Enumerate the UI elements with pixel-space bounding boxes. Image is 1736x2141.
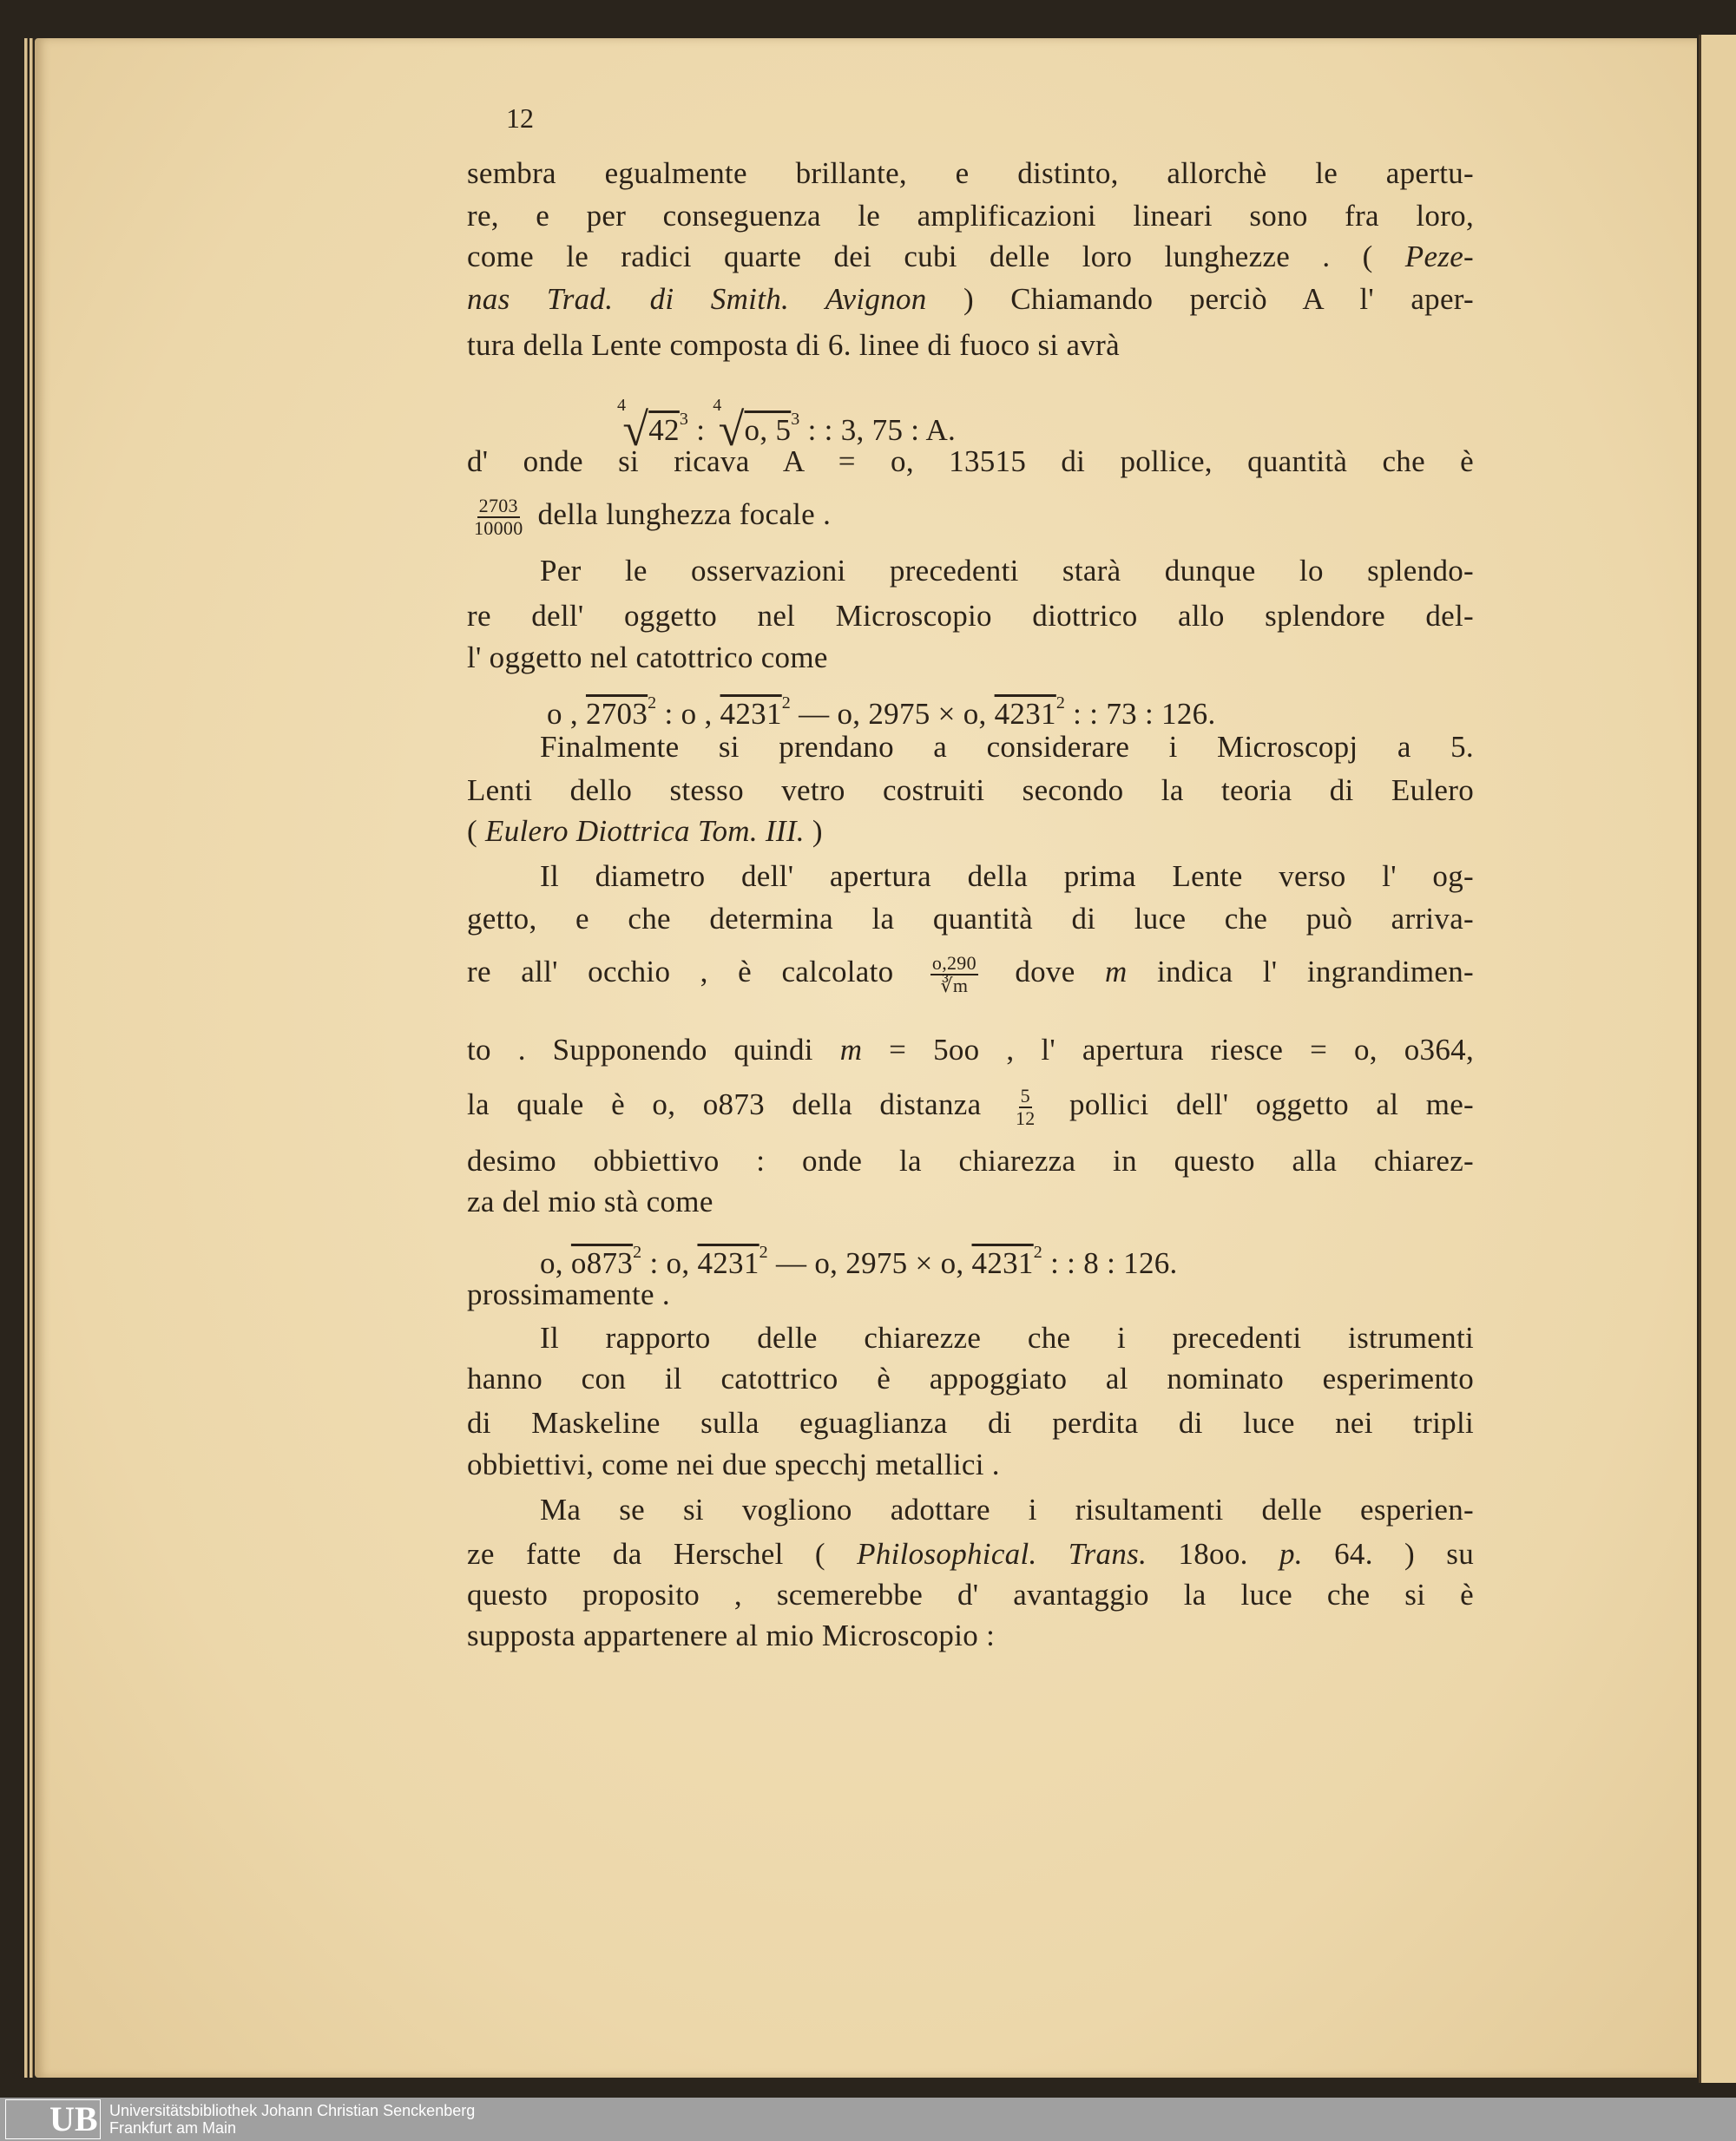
footer-library-name: Universitätsbibliothek Johann Christian Senckenberg [109, 2102, 476, 2119]
text-segment: ze fatte da Herschel ( [467, 1537, 858, 1571]
text-segment: : o , [656, 697, 720, 731]
text-segment: Finalmente si prendano a considerare i Microscopj a 5. [540, 730, 1474, 764]
text-line [467, 1183, 1474, 1221]
text-line [467, 1446, 1474, 1484]
fraction [474, 496, 523, 539]
text-line [467, 1142, 1474, 1180]
fraction-denominator: ∛m [940, 975, 969, 996]
text-segment: come le radici quarte dei cubi delle loro lunghezze . ( [467, 240, 1405, 273]
text-segment: Ma se si vogliono adottare i risultamenti delle esperien- [540, 1493, 1474, 1527]
text-segment: obbiettivi, come nei due specchj metallici . [467, 1448, 1000, 1481]
page-stack-edge [30, 38, 33, 2078]
text-line [467, 639, 1474, 677]
text-segment: sembra egualmente brillante, e distinto, allorchè le apertu- [467, 156, 1474, 190]
exponent: 3 [679, 410, 689, 429]
fraction-numerator: o,290 [931, 952, 976, 974]
exponent: 3 [791, 410, 800, 429]
text-segment: — o, 2975 × o, [767, 1246, 972, 1280]
text-line [467, 1276, 1474, 1314]
text-segment: l' oggetto nel catottrico come [467, 640, 828, 674]
text-line [467, 1535, 1474, 1573]
text-line [467, 857, 1474, 896]
italic-text: Eulero Diottrica Tom. III. [485, 814, 805, 848]
text-segment: dove [984, 955, 1105, 989]
page-number: 12 [506, 102, 534, 134]
radical-sign: √ [622, 404, 649, 456]
vinculum-term: o, 5 [744, 413, 792, 447]
text-segment: 64. ) su [1302, 1537, 1475, 1571]
facing-page-edge [1699, 35, 1736, 2083]
text-segment: Lenti dello stesso vetro costruiti secondo la teoria di Eulero [467, 773, 1474, 807]
text-line [467, 443, 1474, 481]
italic-text: p. [1279, 1537, 1303, 1571]
vinculum-term: 2703 [585, 697, 648, 731]
italic-text: m [839, 1033, 863, 1067]
text-line [467, 772, 1474, 810]
text-segment: la quale è o, o873 della distanza [467, 1087, 1009, 1122]
text-line [467, 597, 1474, 635]
text-segment: della lunghezza focale . [529, 497, 832, 532]
text-segment: : : 3, 75 : A. [799, 413, 957, 447]
text-segment: : : 8 : 126. [1042, 1246, 1178, 1280]
vinculum-term: 4231 [994, 697, 1056, 731]
text-line [467, 728, 1474, 766]
text-segment: re dell' oggetto nel Microscopio diottrico allo splendore del- [467, 599, 1474, 633]
text-line [467, 154, 1474, 193]
text-segment: getto, e che determina la quantità di luce che può arriva- [467, 902, 1474, 936]
text-segment: supposta appartenere al mio Microscopio : [467, 1619, 996, 1652]
text-segment: to . Supponendo quindi [467, 1033, 840, 1067]
exponent: 2 [1055, 693, 1066, 713]
text-segment: tura della Lente composta di 6. linee di fuoco si avrà [467, 328, 1120, 362]
text-segment: = 5oo , l' apertura riesce = o, o364, [862, 1033, 1474, 1067]
text-line [467, 1617, 1474, 1655]
italic-text: nas Trad. di Smith. Avignon [467, 282, 927, 316]
exponent: 2 [781, 693, 792, 713]
text-line [467, 1404, 1474, 1442]
text-line [467, 953, 1474, 996]
text-segment: questo proposito , scemerebbe d' avantaggio la luce che si è [467, 1578, 1474, 1612]
text-segment: o , [547, 697, 586, 731]
text-line [467, 1491, 1474, 1529]
text-segment: ) [804, 814, 823, 848]
fraction-numerator: 5 [1020, 1085, 1030, 1107]
fraction [930, 953, 978, 996]
text-segment: Per le osservazioni precedenti starà dunque lo splendo- [540, 554, 1474, 588]
text-segment: re all' occhio , è calcolato [467, 955, 924, 989]
text-segment: Il diametro dell' apertura della prima Lente verso l' og- [540, 859, 1474, 893]
page-stack-edge [24, 38, 28, 2078]
text-line [467, 238, 1474, 276]
text-segment: hanno con il catottrico è appoggiato al nominato esperimento [467, 1362, 1474, 1396]
text-line [467, 197, 1474, 235]
root-index: 4 [617, 396, 627, 415]
exponent: 2 [759, 1243, 768, 1262]
text-line [467, 812, 1474, 850]
text-segment: pollici dell' oggetto al me- [1042, 1087, 1475, 1122]
vinculum-term: 4231 [720, 697, 782, 731]
text-line [467, 326, 1474, 364]
italic-text: m [1105, 955, 1128, 989]
vinculum-term: o873 [570, 1246, 634, 1280]
text-segment: : o, [641, 1246, 698, 1280]
text-segment: di Maskeline sulla eguaglianza di perdita di luce nei tripli [467, 1406, 1474, 1440]
text-segment: Il rapporto delle chiarezze che i precedenti istrumenti [540, 1321, 1474, 1355]
vinculum-term: 4231 [971, 1246, 1034, 1280]
text-segment: prossimamente . [467, 1277, 670, 1311]
text-line [467, 496, 1474, 539]
text-line [467, 280, 1474, 319]
text-segment: d' onde si ricava A = o, 13515 di pollice, quantità che è [467, 444, 1474, 478]
text-segment: 18oo. [1147, 1537, 1279, 1571]
text-segment: ) Chiamando perciò A l' aper- [926, 282, 1474, 316]
text-line [467, 552, 1474, 590]
text-segment: — o, 2975 × o, [791, 697, 995, 731]
text-line [467, 1319, 1474, 1357]
radical-sign: √ [718, 404, 745, 456]
text-line [467, 1576, 1474, 1614]
text-line [467, 1086, 1474, 1129]
text-segment: indica l' ingrandimen- [1127, 955, 1474, 989]
formula-line [547, 684, 1216, 733]
text-line [467, 1360, 1474, 1398]
text-segment: za del mio stà come [467, 1185, 713, 1218]
fraction [1016, 1086, 1036, 1129]
italic-text: Peze- [1404, 240, 1474, 273]
fraction-denominator: 10000 [474, 517, 523, 539]
root-index: 4 [713, 396, 722, 415]
italic-text: Philosophical. Trans. [857, 1537, 1147, 1571]
exponent: 2 [648, 693, 657, 713]
text-segment: ( [467, 814, 486, 848]
fraction-denominator: 12 [1015, 1107, 1036, 1129]
text-segment: re, e per conseguenza le amplificazioni lineari sono fra loro, [467, 199, 1474, 233]
text-line [467, 900, 1474, 938]
formula-line [617, 386, 957, 456]
text-segment: : [688, 413, 713, 447]
text-segment: o, [540, 1246, 571, 1280]
footer-library-city: Frankfurt am Main [109, 2119, 237, 2137]
fraction-numerator: 2703 [478, 495, 518, 516]
exponent: 2 [633, 1243, 642, 1262]
text-segment: : : 73 : 126. [1065, 697, 1216, 731]
vinculum-term: 4231 [697, 1246, 760, 1280]
text-segment: desimo obbiettivo : onde la chiarezza in questo alla chiarez- [467, 1144, 1474, 1178]
exponent: 2 [1033, 1243, 1043, 1262]
text-line [467, 1031, 1474, 1069]
vinculum-term: 42 [648, 413, 680, 447]
library-logo: UB [5, 2099, 101, 2139]
